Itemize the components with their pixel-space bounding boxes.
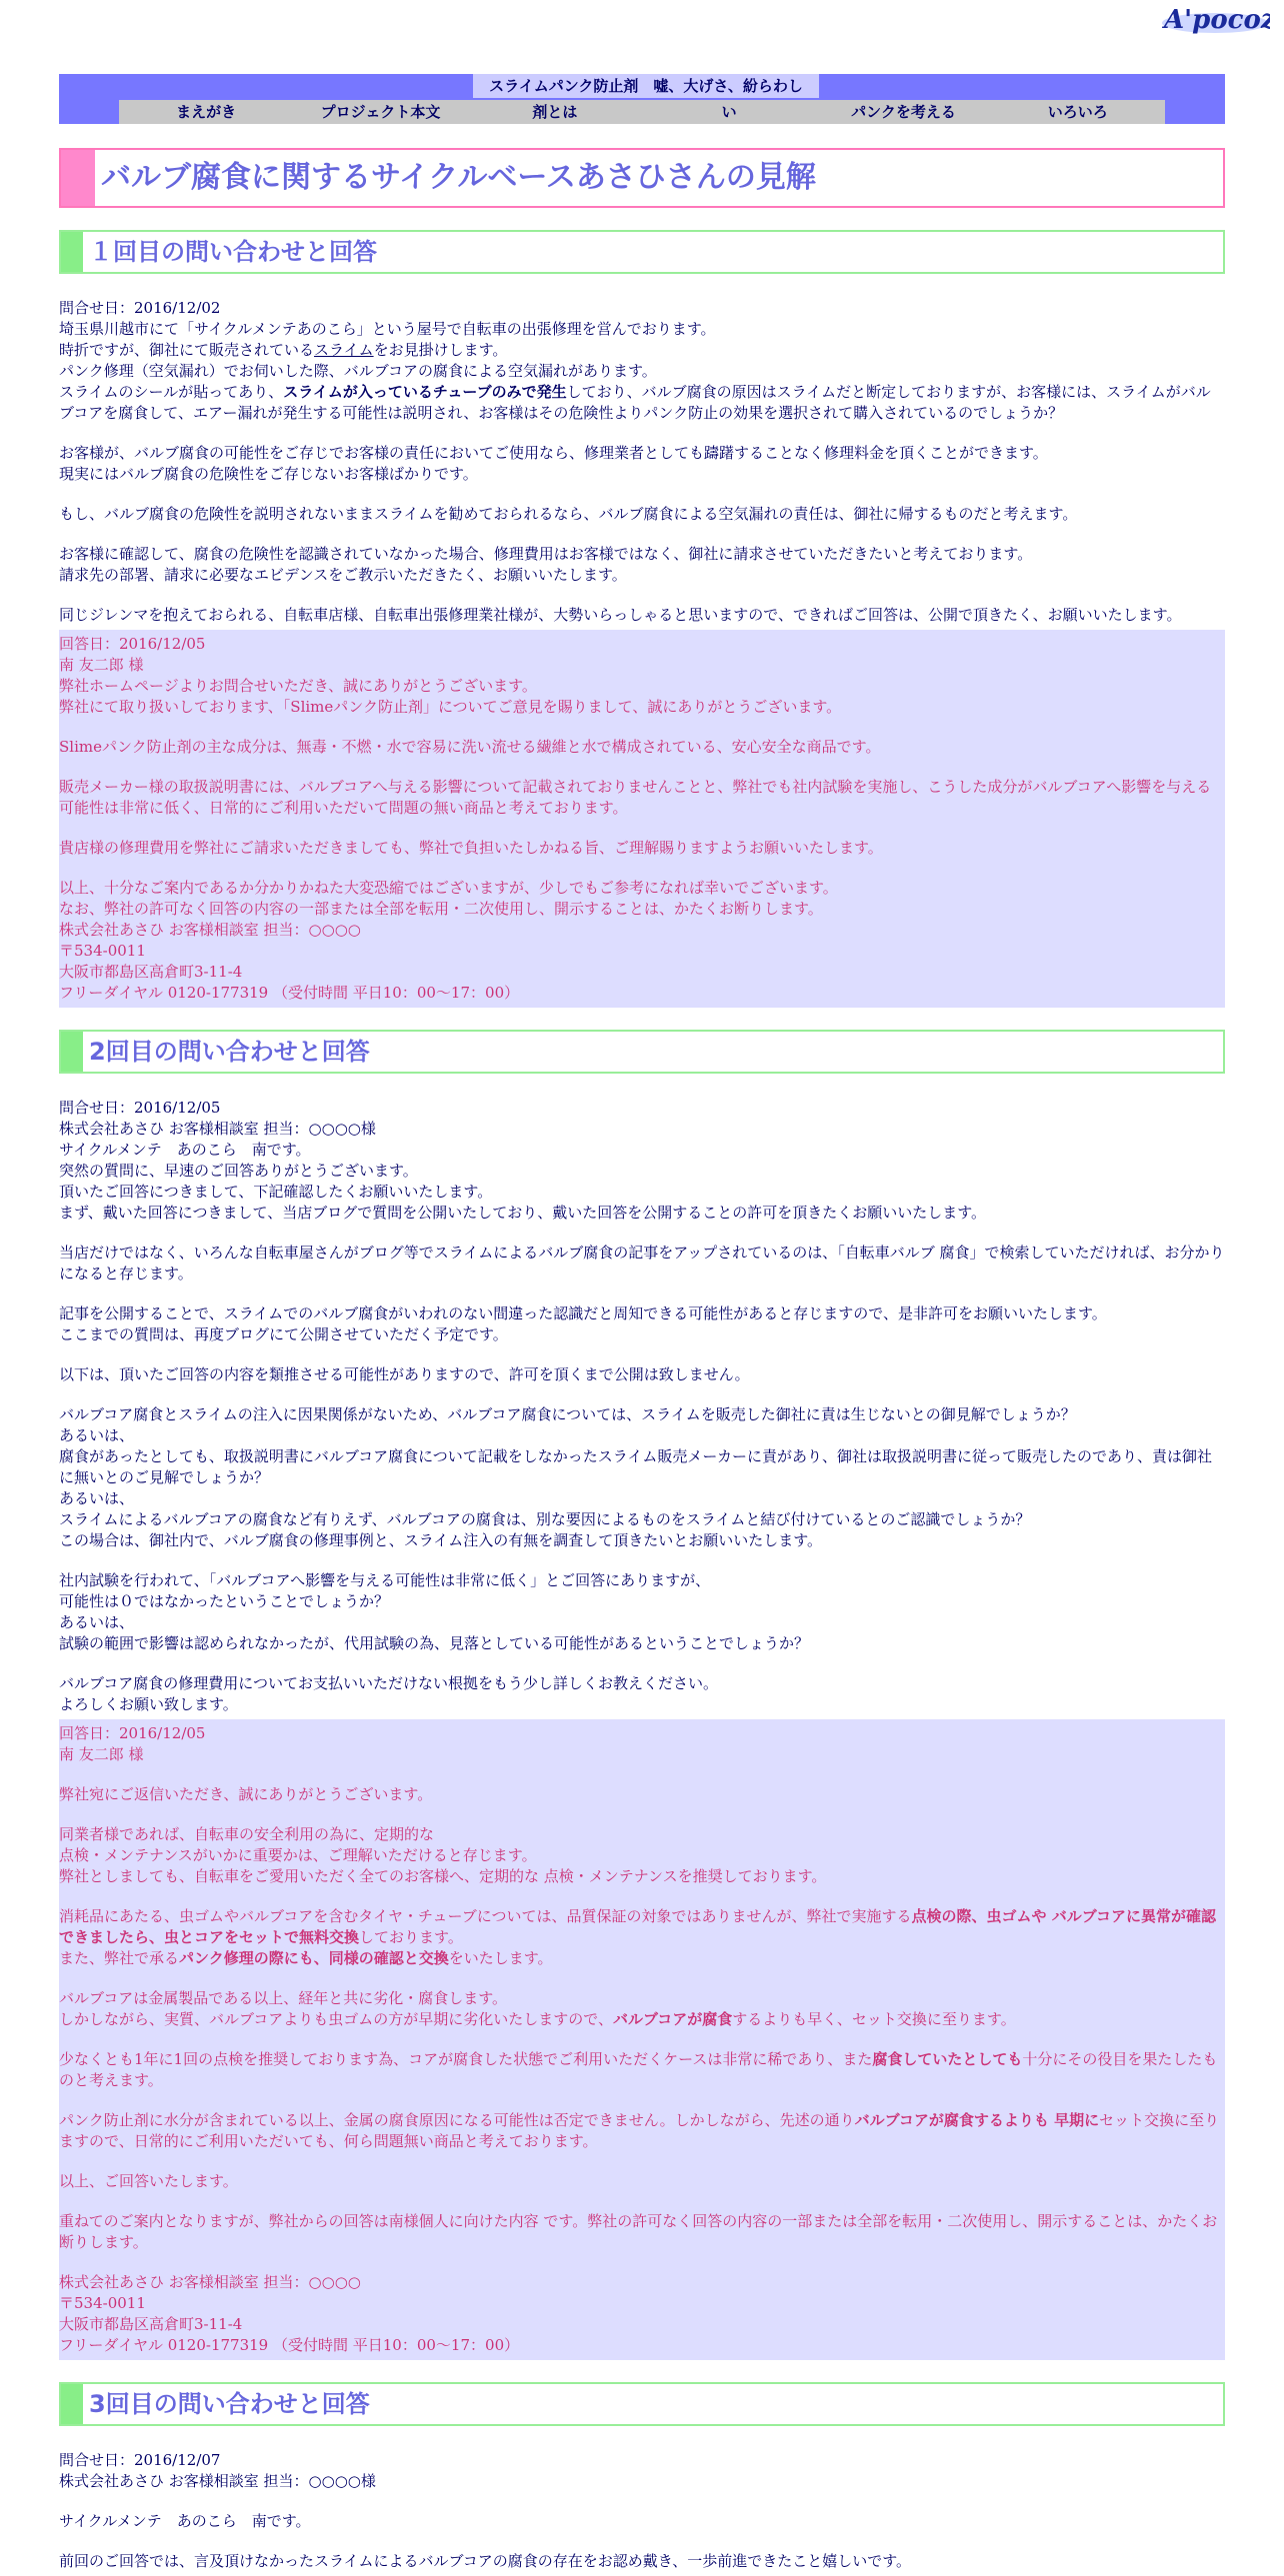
inquiry-block-paragraph — [59, 1673, 1225, 1715]
text-line: フリーダイヤル 0120-177319 （受付時間 平日10：00～17：00） — [59, 2336, 520, 2354]
inquiry-block — [59, 298, 1225, 626]
text-line: 株式会社あさひ お客様相談室 担当：○○○○ — [59, 2273, 361, 2291]
answer-block-paragraph — [59, 1824, 1225, 1887]
text-line: 記事を公開することで、スライムでのバルブ腐食がいわれのない間違った認識だと周知できる可能性があると存じますので、是非許可をお願いいたします。 — [59, 1304, 1107, 1322]
nav-item-about-agent[interactable]: 剤とは — [532, 103, 578, 121]
nav-menu — [119, 100, 1165, 124]
text-line: 同じジレンマを抱えておられる、自転車店様、自転車出張修理業社様が、大勢いらっしゃると思いますので、できればご回答は、公開で頂きたく、お願いいたします。 — [59, 606, 1182, 624]
text-line: 回答日：2016/12/05 — [59, 635, 206, 653]
text-line: しており、バルブ腐食の原因はスライムだと断定しておりますが、お客様には、スライムがバルブコアを腐食して、エアー漏れが発生する可能性は説明され、お客様はその危険性よりパンク防止の効果を選択されて購入されているのでしょうか？ — [59, 383, 1211, 422]
text-line: 点検・メンテナンスがいかに重要かは、ご理解いただけると存じます。 — [59, 1846, 537, 1864]
slime-link[interactable]: スライム — [314, 341, 374, 359]
text-line: 頂いたご回答につきまして、下記確認したくお願いいたします。 — [59, 1183, 493, 1201]
text-line: 突然の質問に、早速のご回答ありがとうございます。 — [59, 1162, 418, 1180]
inquiry-block-paragraph — [59, 605, 1225, 626]
inquiry-block-paragraph — [59, 1243, 1225, 1285]
answer-block-paragraph — [59, 2171, 1225, 2192]
text-line: 当店だけではなく、いろんな自転車屋さんがブログ等でスライムによるバルブ腐食の記事をアップされているのは、「自転車バルブ 腐食」で検索していただければ、お分かりになると存じます。 — [59, 1244, 1225, 1283]
section-heading: 2回目の問い合わせと回答 — [89, 1038, 370, 1066]
section-heading-box — [59, 1030, 1225, 1074]
top-navigation — [59, 74, 1225, 124]
text-line: をいたします。 — [448, 1949, 553, 1967]
heading-accent — [61, 232, 83, 272]
text-line: 弊社にて取り扱いしております、「Slimeパンク防止剤」についてご意見を賜りまして、誠にありがとうございます。 — [59, 698, 842, 716]
text-line: セット交換に至りますので、日常的にご利用いただいても、何ら問題無い商品と考えております。 — [59, 2111, 1220, 2150]
section-heading-box — [59, 2382, 1225, 2426]
title-accent — [61, 150, 95, 206]
answer-block-paragraph — [59, 1988, 1225, 2030]
page-title: バルブ腐食に関するサイクルベースあさひさんの見解 — [101, 160, 816, 195]
text-line: バルブコアは金属製品である以上、経年と共に劣化・腐食します。 — [59, 1989, 508, 2007]
text-line: もし、バルブ腐食の危険性を説明されないままスライムを勧めておられるなら、バルブ腐食による空気漏れの責任は、御社に帰するものだと考えます。 — [59, 505, 1078, 523]
page-title-box — [59, 148, 1225, 208]
answer-block-paragraph — [59, 777, 1225, 819]
text-line: 南 友二郎 様 — [59, 1745, 144, 1763]
text-line: 請求先の部署、請求に必要なエビデンスをご教示いただきたく、お願いいたします。 — [59, 566, 627, 584]
emphasis-text: スライムが入っているチューブのみで発生 — [283, 383, 567, 401]
text-line: 貴店様の修理費用を弊社にご請求いただきましても、弊社で負担いたしかねる旨、ご理解賜りますようお願いいたします。 — [59, 839, 883, 857]
text-line: お客様に確認して、腐食の危険性を認識されていなかった場合、修理費用はお客様ではなく、御社に請求させていただきたいと考えております。 — [59, 545, 1033, 563]
text-line: 試験の範囲で影響は認められなかったが、代用試験の為、見落としている可能性があるということでしょうか？ — [59, 1634, 810, 1652]
text-line: この場合は、御社内で、バルブ腐食の修理事例と、スライム注入の有無を調査して頂きたいとお願いいたします。 — [59, 1531, 823, 1549]
inquiry-block-paragraph — [59, 1364, 1225, 1385]
answer-block-paragraph — [59, 2272, 1225, 2356]
text-line: 回答日：2016/12/05 — [59, 1724, 206, 1742]
answer-block-paragraph — [59, 634, 1225, 718]
page — [59, 74, 1225, 2576]
nav-item-project[interactable]: プロジェクト本文 — [320, 103, 441, 121]
nav-item-4[interactable]: い — [721, 103, 737, 121]
text-line: 以上、十分なご案内であるか分かりかねた大変恐縮ではございますが、少しでもご参考になれば幸いでございます。 — [59, 879, 838, 897]
section-heading: 3回目の問い合わせと回答 — [89, 2390, 370, 2418]
text-line: 問合せ日：2016/12/05 — [59, 1099, 221, 1117]
text-line: 株式会社あさひ お客様相談室 担当：○○○○ — [59, 921, 361, 939]
text-line: バルブコア腐食の修理費用についてお支払いいただけない根拠をもう少し詳しくお教えください。 — [59, 1674, 718, 1692]
site-title[interactable]: スライムパンク防止剤 嘘、大げさ、紛らわし — [473, 74, 819, 98]
section-heading: １回目の問い合わせと回答 — [89, 238, 377, 266]
inquiry-block-paragraph — [59, 2450, 1225, 2492]
answer-block-paragraph — [59, 1784, 1225, 1805]
text-line: 南 友二郎 様 — [59, 656, 144, 674]
inquiry-block-paragraph — [59, 1404, 1225, 1551]
answer-block-paragraph — [59, 2049, 1225, 2091]
text-line: 〒534-0011 — [59, 2294, 146, 2312]
inquiry-block-paragraph — [59, 504, 1225, 525]
text-line: よろしくお願い致します。 — [59, 1695, 238, 1713]
answer-block — [59, 630, 1225, 1008]
inquiry-block — [59, 1098, 1225, 1715]
text-line: 販売メーカー様の取扱説明書には、バルブコアへ与える影響について記載されておりませんことと、弊社でも社内試験を実施し、こうした成分がバルブコアへ影響を与える可能性は非常に低く、日常的にご利用いただいて問題の無い商品と考えております。 — [59, 778, 1212, 817]
answer-block-paragraph — [59, 737, 1225, 758]
text-line: バルブコア腐食とスライムの注入に因果関係がないため、バルブコア腐食については、スライムを販売した御社に責は生じないとの御見解でしょうか？ — [59, 1405, 1076, 1423]
content-sections — [59, 230, 1225, 2572]
text-line: なお、弊社の許可なく回答の内容の一部または全部を転用・二次使用し、開示することは、かたくお断りします。 — [59, 900, 823, 918]
text-line: 大阪市都島区高倉町3-11-4 — [59, 963, 243, 981]
text-line: サイクルメンテ あのこら 南です。 — [59, 2512, 311, 2530]
text-line: 弊社ホームページよりお問合せいただき、誠にありがとうございます。 — [59, 677, 537, 695]
text-line: また、弊社で承る — [59, 1949, 180, 1967]
text-line: 以上、ご回答いたします。 — [59, 2172, 238, 2190]
inquiry-block-paragraph — [59, 2551, 1225, 2572]
answer-block-paragraph — [59, 1906, 1225, 1969]
inquiry-block-paragraph — [59, 1098, 1225, 1224]
logo-text: A'pocoz — [1164, 5, 1270, 35]
inquiry-block-paragraph — [59, 298, 1225, 424]
inquiry-block-paragraph — [59, 443, 1225, 485]
text-line: スライムのシールが貼ってあり、 — [59, 383, 284, 401]
section-heading-box — [59, 230, 1225, 274]
inquiry-block-paragraph — [59, 2511, 1225, 2532]
text-line: スライムによるバルブコアの腐食など有りえず、バルブコアの腐食は、別な要因によるものをスライムと結び付けているとのご認識でしょうか？ — [59, 1510, 1031, 1528]
text-line: 重ねてのご案内となりますが、弊社からの回答は南様個人に向けた内容 です。弊社の許可なく回答の内容の一部または全部を転用・二次使用し、開示することは、かたくお断りします。 — [59, 2212, 1218, 2251]
text-line: 大阪市都島区高倉町3-11-4 — [59, 2315, 243, 2333]
answer-block-paragraph — [59, 2211, 1225, 2253]
text-line: しております。 — [359, 1928, 463, 1946]
nav-item-misc[interactable]: いろいろ — [1047, 103, 1108, 121]
site-logo[interactable] — [1160, 2, 1270, 36]
text-line: Slimeパンク防止剤の主な成分は、無毒・不燃・水で容易に洗い流せる繊維と水で構成されている、安心安全な商品です。 — [59, 738, 881, 756]
text-line: 弊社としましても、自転車をご愛用いただく全てのお客様へ、定期的な 点検・メンテナンスを推奨しております。 — [59, 1867, 827, 1885]
text-line: するよりも早く、セット交換に至ります。 — [732, 2010, 1016, 2028]
answer-block — [59, 1719, 1225, 2360]
text-line: サイクルメンテ あのこら 南です。 — [59, 1141, 311, 1159]
text-line: 問合せ日：2016/12/07 — [59, 2451, 221, 2469]
emphasis-text: バルブコアが腐食するよりも 早期に — [854, 2111, 1100, 2129]
text-line: 埼玉県川越市にて「サイクルメンテあのこら」という屋号で自転車の出張修理を営んでおります。 — [59, 320, 716, 338]
answer-block-paragraph — [59, 2110, 1225, 2152]
inquiry-block-paragraph — [59, 1303, 1225, 1345]
text-line: 現実にはバルブ腐食の危険性をご存じないお客様ばかりです。 — [59, 465, 478, 483]
answer-block-paragraph — [59, 878, 1225, 1004]
nav-item-puncture[interactable]: パンクを考える — [851, 103, 956, 121]
text-line: 株式会社あさひ お客様相談室 担当：○○○○様 — [59, 1120, 376, 1138]
text-line: お客様が、バルブ腐食の可能性をご存じでお客様の責任においてご使用なら、修理業者としても躊躇することなく修理料金を頂くことができます。 — [59, 444, 1048, 462]
text-line: 時折ですが、御社にて販売されている — [59, 341, 315, 359]
text-line: 前回のご回答では、言及頂けなかったスライムによるバルブコアの腐食の存在をお認め戴き、一歩前進できたこと嬉しいです。 — [59, 2552, 912, 2570]
text-line: しかしながら、実質、バルブコアよりも虫ゴムの方が早期に劣化いたしますので、 — [59, 2010, 613, 2028]
nav-item-preface[interactable]: まえがき — [176, 103, 237, 121]
text-line: 問合せ日：2016/12/02 — [59, 299, 221, 317]
inquiry-block-paragraph — [59, 1570, 1225, 1654]
emphasis-text: パンク修理の際にも、同様の確認と交換 — [179, 1949, 449, 1967]
text-line: フリーダイヤル 0120-177319 （受付時間 平日10：00～17：00） — [59, 984, 520, 1002]
text-line: 同業者様であれば、自転車の安全利用の為に、定期的な — [59, 1825, 435, 1843]
text-line: 株式会社あさひ お客様相談室 担当：○○○○様 — [59, 2472, 376, 2490]
text-line: 腐食があったとしても、取扱説明書にバルブコア腐食について記載をしなかったスライム販売メーカーに責があり、御社は取扱説明書に従って販売したのであり、責は御社に無いとのご見解でしょうか？ — [59, 1447, 1213, 1486]
text-line: 十分にその役目を果たしたものと考えます。 — [59, 2050, 1218, 2089]
text-line: まず、戴いた回答につきまして、当店ブログで質問を公開いたしており、戴いた回答を公開することの許可を頂きたくお願いいたします。 — [59, 1204, 987, 1222]
text-line: パンク修理（空気漏れ）でお伺いした際、バルブコアの腐食による空気漏れがあります。 — [59, 362, 657, 380]
emphasis-text: バルブコアが腐食 — [612, 2010, 733, 2028]
text-line: あるいは、 — [59, 1489, 135, 1507]
answer-block-paragraph — [59, 1723, 1225, 1765]
text-line: 消耗品にあたる、虫ゴムやバルブコアを含むタイヤ・チューブについては、品質保証の対象ではありませんが、弊社で実施する — [59, 1907, 912, 1925]
answer-block-paragraph — [59, 838, 1225, 859]
heading-accent — [61, 2384, 83, 2424]
inquiry-block — [59, 2450, 1225, 2572]
text-line: あるいは、 — [59, 1426, 135, 1444]
text-line: 少なくとも1年に1回の点検を推奨しております為、コアが腐食した状態でご利用いただくケースは非常に稀であり、また — [59, 2050, 873, 2068]
text-line: 可能性は０ではなかったということでしょうか？ — [59, 1592, 390, 1610]
text-line: 弊社宛にご返信いただき、誠にありがとうございます。 — [59, 1785, 433, 1803]
emphasis-text: 点検の際、虫ゴムや バルブコアに異常が確認できましたら、虫とコアをセットで無料交換 — [59, 1907, 1216, 1946]
text-line: 社内試験を行われて、「バルブコアへ影響を与える可能性は非常に低く」とご回答にありますが、 — [59, 1571, 711, 1589]
text-line: あるいは、 — [59, 1613, 135, 1631]
text-line: 〒534-0011 — [59, 942, 146, 960]
text-line: ここまでの質問は、再度ブログにて公開させていただく予定です。 — [59, 1325, 508, 1343]
emphasis-text: 腐食していたとしても — [872, 2050, 1023, 2068]
text-line: パンク防止剤に水分が含まれている以上、金属の腐食原因になる可能性は否定できません。しかしながら、先述の通り — [59, 2111, 855, 2129]
inquiry-block-paragraph — [59, 544, 1225, 586]
text-line: 以下は、頂いたご回答の内容を類推させる可能性がありますので、許可を頂くまで公開は致しません。 — [59, 1365, 750, 1383]
heading-accent — [61, 1032, 83, 1072]
text-line: をお見掛けします。 — [373, 341, 508, 359]
